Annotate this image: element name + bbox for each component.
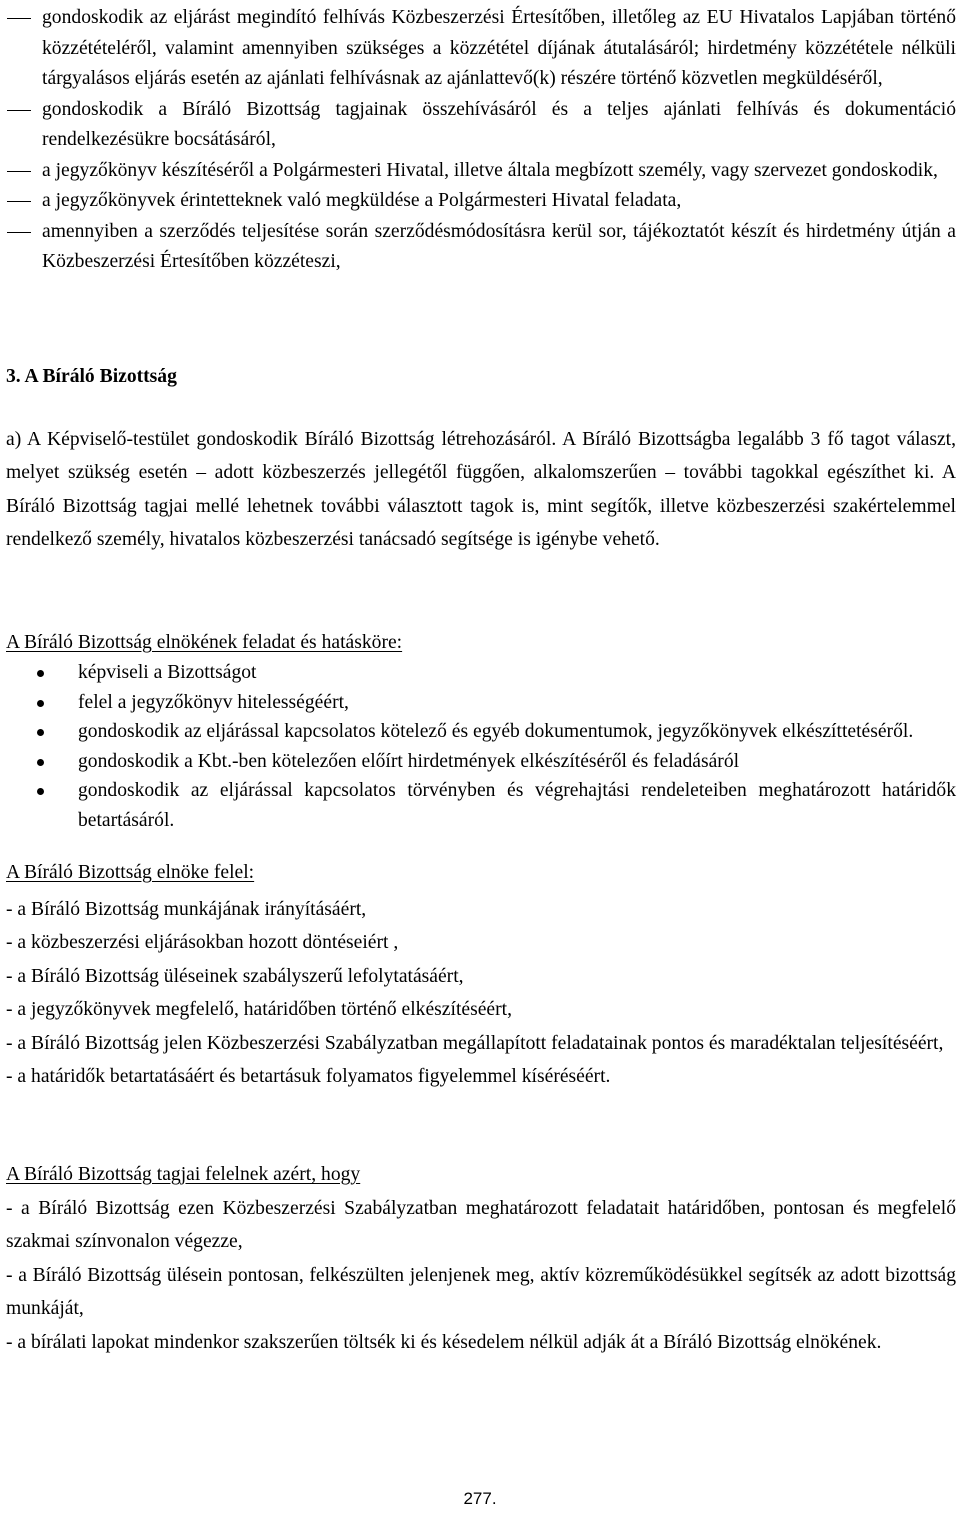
chair-duties-list (6, 658, 956, 835)
list-item: - a Bíráló Bizottság ülésein pontosan, felkészülten jelenjenek meg, aktív közreműködésükkel segítsék az adott bizottság munkáját, (6, 1264, 956, 1320)
list-item: - a Bíráló Bizottság ezen Közbeszerzési Szabályzatban meghatározott feladatait határidőben, pontosan és megfelelő szakmai színvonalon végezze, (6, 1198, 956, 1253)
bullet-item: gondoskodik a Kbt.-ben kötelezően előírt hirdetmények elkészítéséről és feladásáról (6, 747, 956, 777)
members-responsible-title (6, 1160, 956, 1190)
intro-paragraph: a) A Képviselő-testület gondoskodik Bíráló Bizottság létrehozásáról. A Bíráló Bizottságba legalább 3 fő tagot választ, melyet szükség esetén – adott közbeszerzés jellegétől függően, alkalomszerűen – további tagokkal egészíthet ki. A Bíráló Bizottság tagjai mellé lehetnek további választott tagok is, mint segítők, illetve közbeszerzési szakértelemmel rendelkező személy, hivatalos közbeszerzési tanácsadó segítsége is igénybe vehető. (6, 429, 956, 551)
bullet-item: képviseli a Bizottságot (6, 658, 956, 688)
chair-duties-title (6, 628, 956, 658)
list-item: - a Bíráló Bizottság jelen Közbeszerzési Szabályzatban megállapított feladatainak pontos és maradéktalan teljesítéséért, (6, 1032, 944, 1054)
list-item: - a Bíráló Bizottság üléseinek szabályszerű lefolytatásáért, (6, 965, 464, 987)
dash-list-item: a jegyzőkönyvek érintetteknek való megküldése a Polgármesteri Hivatal feladata, (6, 186, 956, 217)
chair-responsible-title-text: A Bíráló Bizottság elnöke felel: (6, 862, 255, 883)
list-item: - a jegyzőkönyvek megfelelő, határidőben történő elkészítéséért, (6, 999, 512, 1021)
dash-list-item: gondoskodik az eljárást megindító felhívás Közbeszerzési Értesítőben, illetőleg az EU Hivatalos Lapjában történő közzétételéről, valamint amennyiben szükséges a közzététel díjának átutalásáról; hirdetmény közzététele nélküli tárgyalásos eljárás esetén az ajánlati felhívásnak az ajánlattevő(k) részére történő közvetlen megküldéséről, (6, 3, 956, 95)
section-heading: 3. A Bíráló Bizottság (6, 366, 177, 387)
bullet-item: felel a jegyzőkönyv hitelességéért, (6, 688, 956, 718)
bullet-item: gondoskodik az eljárással kapcsolatos törvényben és végrehajtási rendeleteiben meghatározott határidők betartásáról. (6, 776, 956, 835)
list-item: - a közbeszerzési eljárásokban hozott döntéseiért , (6, 932, 399, 954)
list-item: - a határidők betartatásáért és betartásuk folyamatos figyelemmel kíséréséért. (6, 1066, 611, 1088)
list-item: - a Bíráló Bizottság munkájának irányításáért, (6, 899, 367, 920)
chair-duties-title-text: A Bíráló Bizottság elnökének feladat és hatásköre: (6, 632, 403, 653)
page-number: 277. (463, 1489, 497, 1508)
dash-list-item: a jegyzőkönyv készítéséről a Polgármesteri Hivatal, illetve általa megbízott személy, vagy szervezet gondoskodik, (6, 156, 956, 187)
chair-responsible-title (6, 858, 956, 888)
dash-list (6, 3, 956, 278)
members-responsible-title-text: A Bíráló Bizottság tagjai felelnek azért, hogy (6, 1164, 361, 1185)
list-item: - a bírálati lapokat mindenkor szakszerűen töltsék ki és késedelem nélkül adják át a Bíráló Bizottság elnökének. (6, 1331, 882, 1353)
chair-responsible-list (6, 893, 956, 1093)
dash-list-item: gondoskodik a Bíráló Bizottság tagjainak összehívásáról és a teljes ajánlati felhívás és dokumentáció rendelkezésükre bocsátásáról, (6, 95, 956, 156)
bullet-item: gondoskodik az eljárással kapcsolatos kötelező és egyéb dokumentumok, jegyzőkönyvek elkészíttetéséről. (6, 717, 956, 747)
members-responsible-list (6, 1192, 956, 1359)
dash-list-item: amennyiben a szerződés teljesítése során szerződésmódosításra kerül sor, tájékoztatót készít és hirdetmény útján a Közbeszerzési Értesítőben közzéteszi, (6, 217, 956, 278)
